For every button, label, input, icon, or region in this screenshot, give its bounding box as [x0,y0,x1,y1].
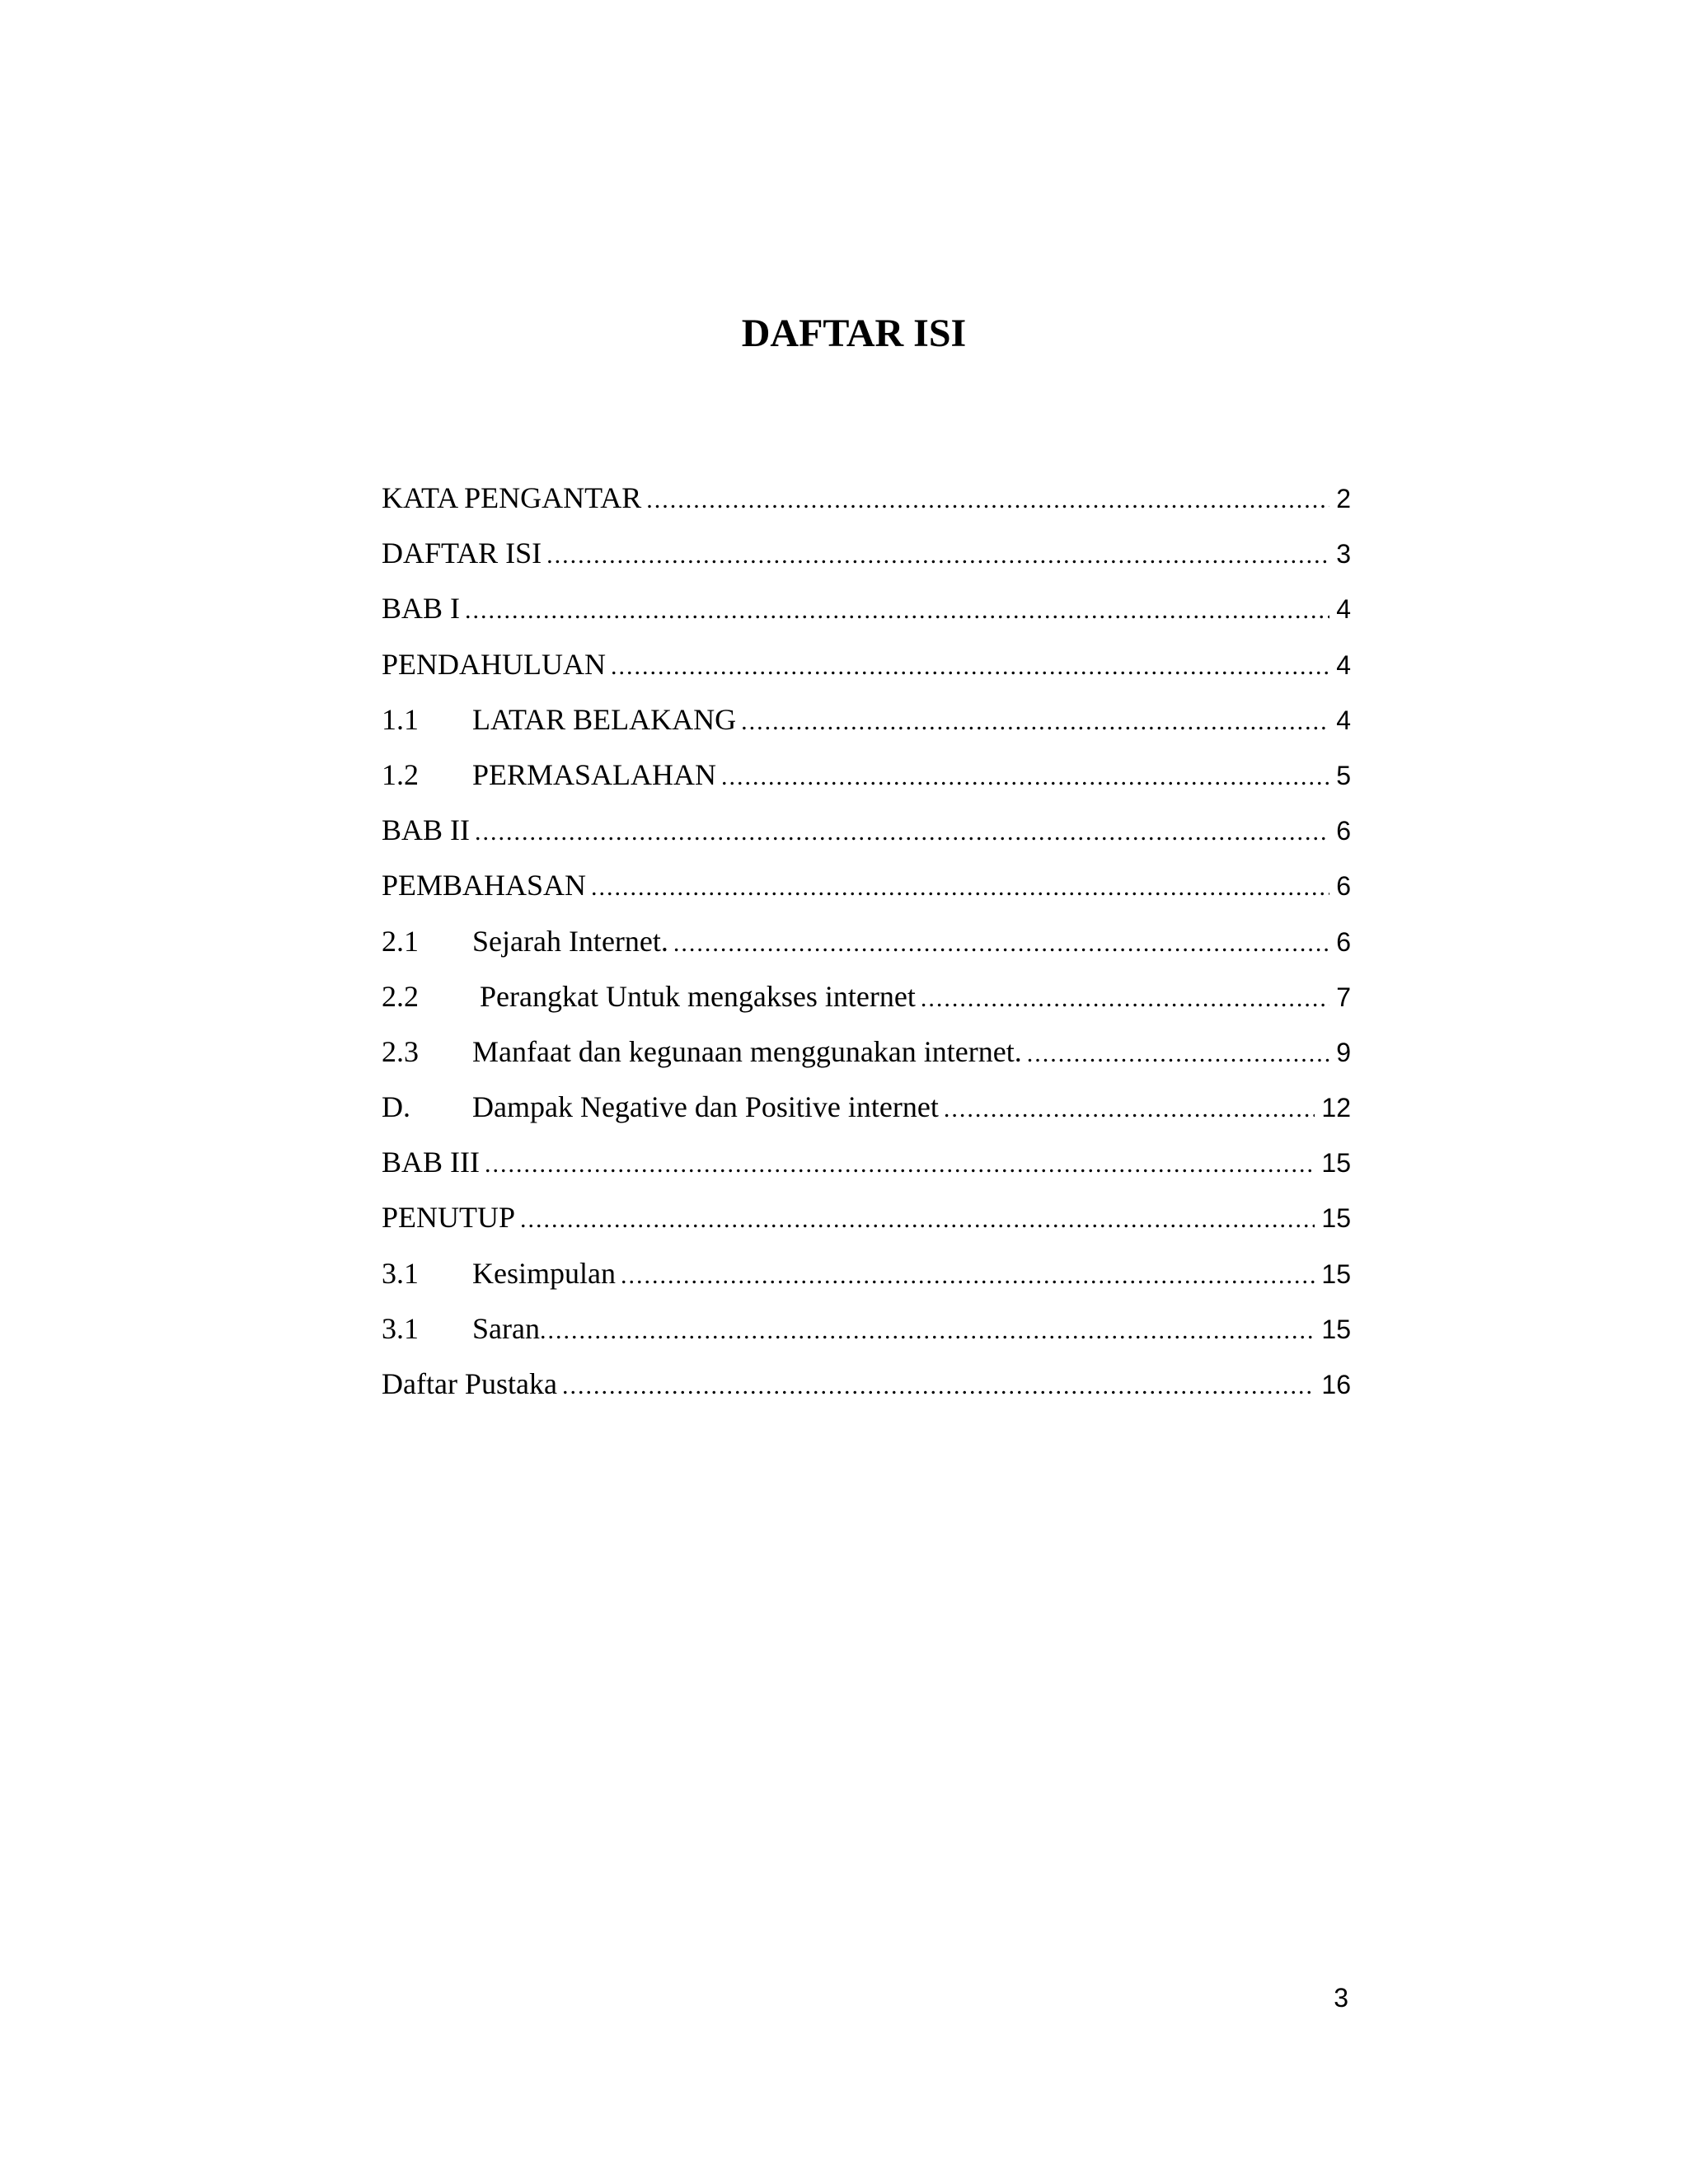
toc-entry-kesimpulan[interactable] [382,1252,1351,1307]
toc-entry-label: Dampak Negative dan Positive internet [472,1090,939,1124]
toc-entry-bab-i[interactable] [382,587,1351,642]
toc-entry-page: 6 [1336,871,1351,902]
toc-dot-leader [611,645,1329,688]
toc-entry-permasalahan[interactable] [382,753,1351,808]
toc-entry-number: 2.3 [382,1034,419,1068]
toc-entry-page: 5 [1336,760,1351,790]
toc-entry-label: DAFTAR ISI [382,537,542,570]
toc-entry-pembahasan[interactable] [382,864,1351,919]
toc-entry-label: Saran [472,1311,540,1345]
toc-dot-leader [721,756,1329,799]
toc-dot-leader [485,1143,1315,1186]
toc-entry-label: BAB II [382,813,470,847]
toc-entry-number: D. [382,1090,410,1124]
toc-dot-leader [540,1310,1315,1352]
toc-entry-label: PENUTUP [382,1201,516,1235]
toc-entry-page: 4 [1336,594,1351,625]
toc-dot-leader [741,701,1329,743]
toc-entry-page: 7 [1336,982,1351,1012]
toc-dot-leader [546,534,1329,577]
toc-entry-label: Sejarah Internet. [472,924,668,958]
toc-entry-page: 15 [1321,1258,1351,1289]
toc-entry-label: PENDAHULUAN [382,647,606,681]
toc-entry-label: KATA PENGANTAR [382,481,642,514]
toc-entry-perangkat[interactable] [382,975,1351,1030]
table-of-contents [382,476,1351,1418]
toc-entry-page: 4 [1336,705,1351,735]
toc-entry-label: PERMASALAHAN [472,757,717,791]
toc-dot-leader [921,977,1329,1020]
toc-entry-label: LATAR BELAKANG [472,702,737,736]
toc-dot-leader [562,1365,1315,1408]
toc-entry-daftar-isi[interactable] [382,532,1351,587]
toc-entry-page: 9 [1336,1037,1351,1067]
toc-dot-leader [475,811,1329,854]
toc-entry-page: 15 [1321,1148,1351,1179]
toc-dot-leader [944,1088,1315,1131]
toc-entry-saran[interactable] [382,1307,1351,1362]
toc-entry-page: 6 [1336,816,1351,846]
toc-dot-leader [1027,1033,1329,1076]
toc-entry-latar-belakang[interactable] [382,698,1351,753]
toc-entry-label: PEMBAHASAN [382,869,587,902]
toc-dot-leader [646,479,1329,522]
toc-entry-penutup[interactable] [382,1196,1351,1251]
toc-entry-page: 3 [1336,539,1351,569]
toc-entry-label: BAB I [382,592,461,626]
toc-entry-label: Manfaat dan kegunaan menggunakan internet. [472,1034,1022,1068]
toc-entry-label: Perangkat Untuk mengakses internet [472,979,916,1013]
toc-entry-manfaat[interactable] [382,1030,1351,1085]
toc-entry-bab-iii[interactable] [382,1141,1351,1196]
toc-entry-page: 4 [1336,649,1351,680]
toc-entry-pendahuluan[interactable] [382,643,1351,698]
toc-entry-page: 2 [1336,484,1351,513]
toc-entry-number: 1.2 [382,757,419,791]
toc-entry-page: 15 [1321,1314,1351,1344]
toc-entry-page: 6 [1336,926,1351,957]
page-title: DAFTAR ISI [741,312,967,355]
toc-entry-number: 3.1 [382,1256,419,1290]
toc-entry-dampak[interactable] [382,1085,1351,1141]
toc-dot-leader [591,866,1329,909]
toc-entry-label: Daftar Pustaka [382,1367,557,1400]
toc-entry-number: 2.2 [382,979,419,1013]
footer-page-number: 3 [1334,1983,1348,2013]
toc-entry-label: Kesimpulan [472,1256,616,1290]
toc-dot-leader [621,1254,1315,1297]
toc-entry-page: 16 [1321,1370,1351,1399]
toc-entry-kata-pengantar[interactable] [382,476,1351,532]
toc-dot-leader [520,1198,1315,1241]
toc-entry-page: 12 [1321,1093,1351,1123]
toc-entry-number: 3.1 [382,1311,419,1345]
toc-entry-daftar-pustaka[interactable] [382,1362,1351,1418]
toc-dot-leader [465,589,1329,632]
toc-entry-number: 1.1 [382,702,419,736]
toc-entry-sejarah-internet[interactable] [382,920,1351,975]
toc-dot-leader [673,922,1329,965]
toc-entry-number: 2.1 [382,924,419,958]
toc-entry-page: 15 [1321,1203,1351,1234]
toc-entry-label: BAB III [382,1146,480,1179]
toc-entry-bab-ii[interactable] [382,808,1351,864]
